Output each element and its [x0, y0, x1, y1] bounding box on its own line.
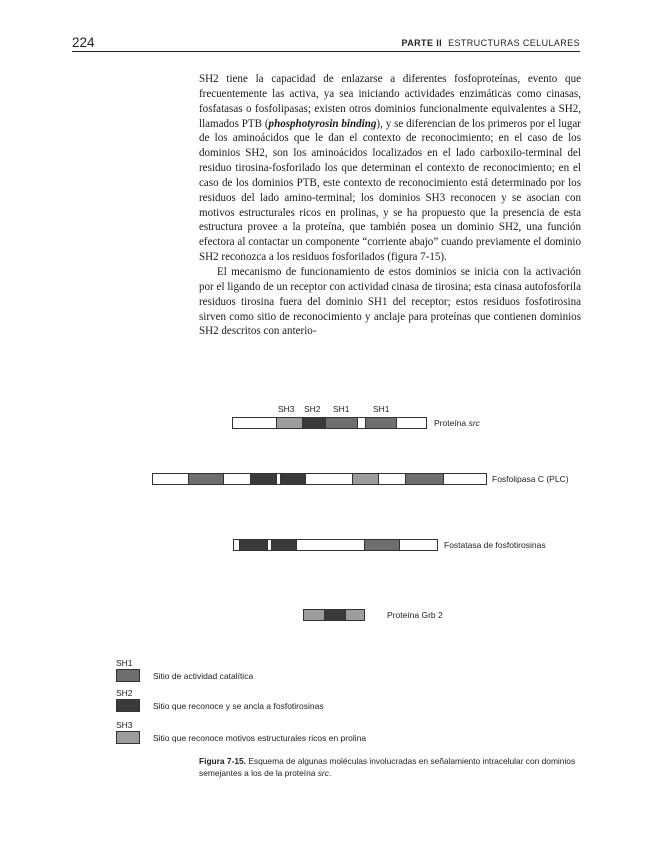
page-number: 224 — [72, 35, 95, 50]
plc-sh1-domain-b — [405, 474, 444, 484]
protein-plc-label: Fosfolipasa C (PLC) — [492, 474, 569, 484]
caption-text-a: Esquema de algunas moléculas involucradas en señalamiento intracelular con dominios semejantes a los de la proteína — [199, 756, 576, 778]
plc-sh1-domain — [188, 474, 224, 484]
grb2-sh3-domain-b — [345, 610, 364, 620]
legend-swatch-sh3 — [116, 731, 140, 744]
legend-key-sh1: SH1 — [116, 658, 133, 668]
paragraph-1-italic-term: phosphotyrosin binding — [268, 117, 377, 130]
protein-src-bar — [232, 417, 427, 429]
protein-fosfatasa-bar — [233, 539, 438, 551]
grb2-sh2-domain — [324, 610, 346, 620]
paragraph-2: El mecanismo de funcionamiento de estos dominios se inicia con la activación por el ligando de un receptor con actividad cinasa de tirosina; esta cinasa autofosforila residuos tirosina fuera del dominio SH1 del receptor; estos residuos fosfotirosina sirven como sitio de reconocimiento y anclaje para proteínas que contienen dominios SH2 descritos con anterio- — [199, 265, 581, 338]
section-title: ESTRUCTURAS CELULARES — [448, 38, 580, 48]
legend-key-sh3: SH3 — [116, 720, 133, 730]
caption-italic: src — [317, 767, 329, 778]
src-sh1-domain — [325, 418, 358, 428]
legend-key-sh2: SH2 — [116, 688, 133, 698]
grb2-sh3-domain — [304, 610, 325, 620]
domain-label-sh1-b: SH1 — [373, 404, 390, 414]
paragraph-1-part-b: ), y se diferencian de los primeros por el lugar de los aminoácidos que le dan el contexto de reconocimiento; en el caso de los dominios SH2, son los aminoácidos localizados en el lado carboxilo-terminal del residuo tirosina-fosforilado los que determinan el contexto de reconocimiento; en el caso de los dominios PTB, este contexto de reconocimiento está determinado por los residuos del lado amino-terminal; los dominios SH3 reconocen y se asocian con motivos estructurales ricos en prolinas, y se ha propuesto que la presencia de esta estructura provee a la proteína, que también posea un dominio SH2, una función efectora al contactar un componente “corriente abajo” cuando previamente el dominio SH2 reconozca a los residuos fosforilados (figura 7-15). — [199, 117, 581, 264]
legend-swatch-sh1 — [116, 669, 140, 682]
legend-text-sh2: Sitio que reconoce y se ancla a fosfotirosinas — [153, 701, 324, 711]
domain-label-sh3: SH3 — [278, 404, 295, 414]
domain-label-sh2: SH2 — [304, 404, 321, 414]
protein-src-label-prefix: Proteína — [434, 418, 469, 428]
src-sh2-domain — [302, 418, 326, 428]
caption-label: Figura 7-15. — [199, 756, 247, 766]
part-label: PARTE II — [401, 38, 443, 48]
protein-grb2-label: Proteína Grb 2 — [387, 610, 443, 620]
src-sh1-domain-b — [365, 418, 397, 428]
fosfatasa-sh2-domain-b — [271, 540, 297, 550]
plc-sh2-domain — [250, 474, 277, 484]
protein-src-label-italic: src — [468, 418, 480, 428]
fosfatasa-sh1-domain — [364, 540, 400, 550]
protein-plc-bar — [152, 473, 487, 485]
plc-sh2-domain-b — [280, 474, 306, 484]
protein-grb2-bar — [303, 609, 365, 621]
domain-label-sh1: SH1 — [333, 404, 350, 414]
legend-text-sh1: Sitio de actividad catalítica — [153, 671, 254, 681]
legend-swatch-sh2 — [116, 699, 140, 712]
src-sh3-domain — [276, 418, 303, 428]
plc-sh3-domain — [352, 474, 379, 484]
paragraph-1-part-a: SH2 tiene la capacidad de enlazarse a diferentes fosfoproteínas, evento que frecuentemente las activa, ya sea iniciando actividades enzimáticas como cinasas, fosfatasas o fosfolipasas; existen otros dominios funcionalmente equivalentes a SH2, llamados PTB ( — [199, 73, 581, 130]
legend-text-sh3: Sitio que reconoce motivos estructurales ricos en prolina — [153, 733, 367, 743]
protein-src-label — [434, 418, 480, 428]
fosfatasa-sh2-domain — [239, 540, 268, 550]
protein-fosfatasa-label: Fostatasa de fosfotirosinas — [444, 540, 546, 550]
figure-caption — [199, 756, 589, 779]
caption-text-b: . — [328, 767, 332, 778]
